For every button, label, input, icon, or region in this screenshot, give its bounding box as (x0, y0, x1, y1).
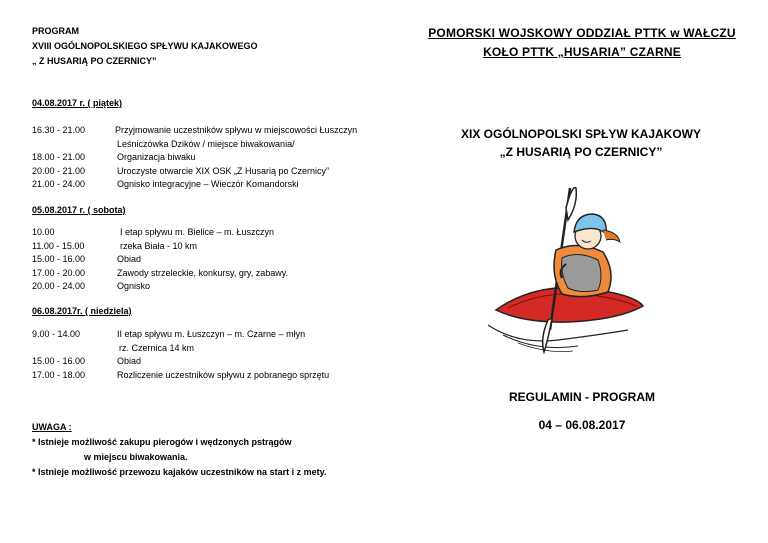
row-desc: Rozliczenie uczestników spływu z pobranego sprzętu (117, 370, 330, 380)
event-subtitle: „Z HUSARIĄ PO CZERNICY” (499, 145, 663, 159)
day-label: 06.08.2017r. ( niedziela) (32, 306, 132, 316)
program-header (32, 24, 258, 69)
row-time: 15.00 - 16.00 (32, 254, 86, 264)
row-desc: Obiad (117, 254, 142, 264)
row-desc: Uroczyste otwarcie XIX OSK „Z Husarią po Czernicy” (117, 166, 330, 176)
water-line (488, 325, 628, 341)
row-desc: Organizacja biwaku (117, 152, 196, 162)
note-line: * Istnieje możliwość przewozu kajaków uczestników na start i z mety. (32, 467, 327, 477)
row-time: 20.00 - 21.00 (32, 166, 86, 176)
program-header-line: „ Z HUSARIĄ PO CZERNICY” (32, 56, 157, 66)
row-time: 21.00 - 24.00 (32, 179, 86, 189)
event-dates: 04 – 06.08.2017 (538, 418, 626, 432)
day-label: 05.08.2017 r. ( sobota) (32, 205, 126, 215)
row-time: 15.00 - 16.00 (32, 356, 86, 366)
row-time: 17.00 - 20.00 (32, 268, 86, 278)
paddle-blade (566, 188, 576, 220)
kayaker-illustration (478, 180, 648, 355)
row-time: 17.00 - 18.00 (32, 370, 86, 380)
row-desc: Przyjmowanie uczestników spływu w miejscowości Łuszczyn (115, 125, 358, 135)
row-time: 18.00 - 21.00 (32, 152, 86, 162)
notes-section (32, 420, 326, 480)
organization-name: POMORSKI WOJSKOWY ODDZIAŁ PTTK w WAŁCZU (428, 26, 736, 40)
document-type: REGULAMIN - PROGRAM (509, 390, 655, 404)
row-desc: rz. Czernica 14 km (119, 343, 195, 353)
row-time: 11.00 - 15.00 (32, 241, 85, 251)
life-vest (562, 254, 601, 291)
notes-title: UWAGA : (32, 422, 72, 432)
note-line: w miejscu biwakowania. (84, 452, 188, 462)
row-desc: Obiad (117, 356, 142, 366)
row-time: 10.00 (32, 227, 55, 237)
row-desc: rzeka Biała - 10 km (120, 241, 198, 251)
row-desc: Ognisko (117, 281, 151, 291)
row-time: 16.30 - 21.00 (32, 125, 86, 135)
row-time: 20.00 - 24.00 (32, 281, 86, 291)
event-title: XIX OGÓLNOPOLSKI SPŁYW KAJAKOWY (460, 127, 702, 141)
note-line: * Istnieje możliwość zakupu pierogów i wędzonych pstrągów (32, 437, 292, 447)
club-name: KOŁO PTTK „HUSARIA” CZARNE (483, 45, 681, 59)
row-desc: II etap spływu m. Łuszczyn – m. Czarne – młyn (117, 329, 306, 339)
hair (603, 230, 620, 242)
row-time: 9.00 - 14.00 (32, 329, 81, 339)
program-header-line: XVIII OGÓLNOPOLSKIEGO SPŁYWU KAJAKOWEGO (32, 41, 258, 51)
row-desc: Ognisko integracyjne – Wieczór Komandorski (117, 179, 299, 189)
row-desc: Leśniczówka Dzików / miejsce biwakowania/ (117, 139, 295, 149)
row-desc: I etap spływu m. Bielice – m. Łuszczyn (120, 227, 275, 237)
program-header-line: PROGRAM (32, 26, 79, 36)
row-desc: Zawody strzeleckie, konkursy, gry, zabawy. (117, 268, 289, 278)
day-label: 04.08.2017 r. ( piątek) (32, 98, 123, 108)
